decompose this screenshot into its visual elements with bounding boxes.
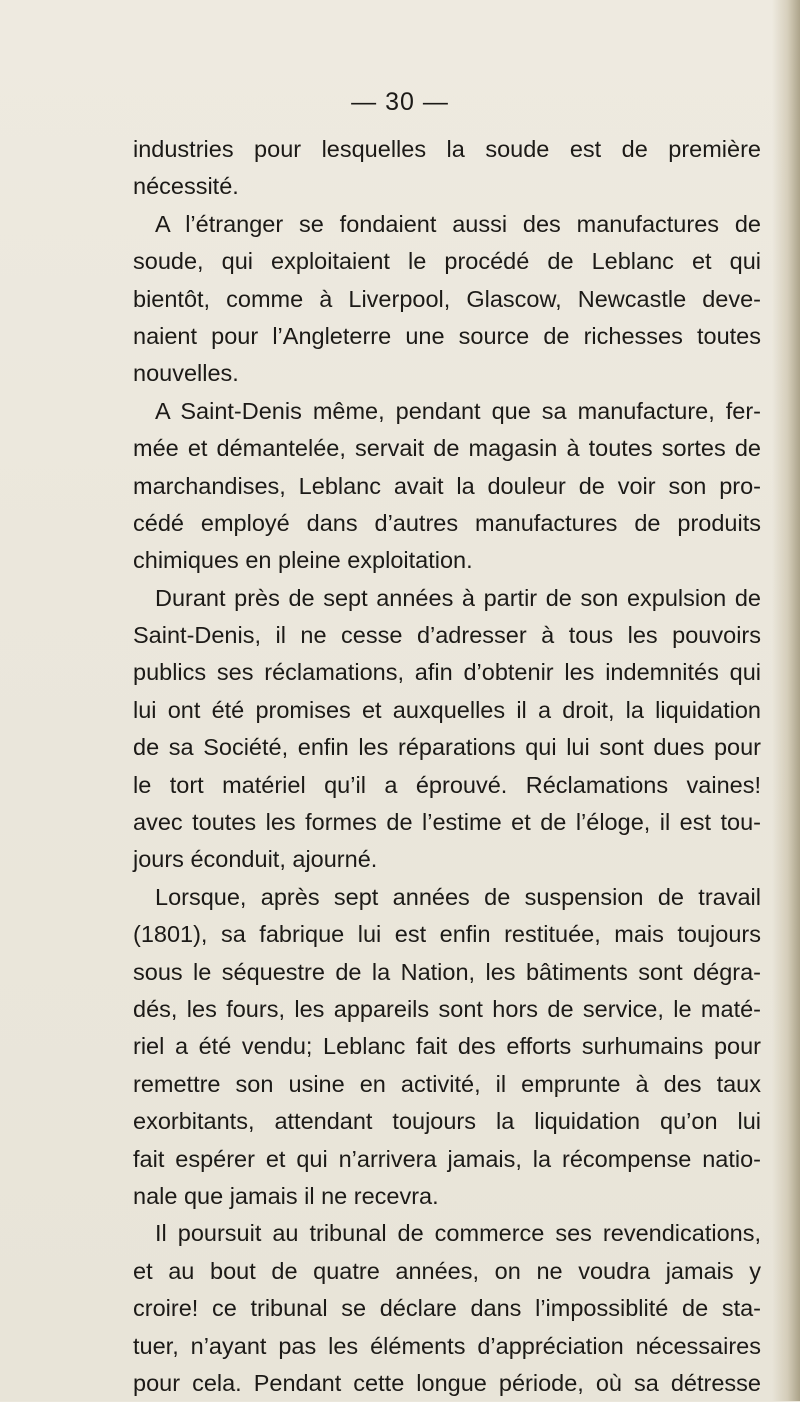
text-line: soude, qui exploitaient le procédé de Leblanc et qui [133,248,761,275]
text-line: sous le séquestre de la Nation, les bâtiments sont dégra- [133,958,761,985]
text-line: A l’étranger se fondaient aussi des manufactures de [155,210,761,237]
text-line: fait espérer et qui n’arrivera jamais, la récompense natio- [133,1145,761,1172]
text-line: Lorsque, après sept années de suspension de travail [155,883,761,910]
text-line: chimiques en pleine exploitation. [133,547,473,574]
paragraph [133,580,761,879]
text-line: jours éconduit, ajourné. [133,846,378,873]
text-line: bientôt, comme à Liverpool, Glascow, Newcastle deve- [133,285,761,312]
text-line: croire! ce tribunal se déclare dans l’impossiblité de sta- [133,1295,761,1322]
paragraph [133,1215,761,1402]
text-line: mée et démantelée, servait de magasin à toutes sortes de [133,435,761,462]
text-line: nécessité. [133,173,239,200]
body-text [133,131,761,1402]
text-line: riel a été vendu; Leblanc fait des efforts surhumains pour [133,1033,761,1060]
page-edge-shadow [772,0,800,1401]
text-line: nouvelles. [133,360,239,387]
text-line: naient pour l’Angleterre une source de richesses toutes [133,322,761,349]
text-line: Durant près de sept années à partir de son expulsion de [155,584,761,611]
text-line: lui ont été promises et auxquelles il a droit, la liquidation [133,696,761,723]
text-line: A Saint-Denis même, pendant que sa manufacture, fer- [155,397,761,424]
text-line: marchandises, Leblanc avait la douleur de voir son pro- [133,472,761,499]
paragraph [133,131,761,206]
text-line: avec toutes les formes de l’estime et de l’éloge, il est tou- [133,809,761,836]
text-line: de sa Société, enfin les réparations qui lui sont dues pour [133,734,761,761]
text-line: exorbitants, attendant toujours la liquidation qu’on lui [133,1108,761,1135]
text-line: publics ses réclamations, afin d’obtenir les indemnités qui [133,659,761,686]
text-line: remettre son usine en activité, il emprunte à des taux [133,1070,761,1097]
text-line: pour cela. Pendant cette longue période, où sa détresse [133,1369,761,1396]
text-line: nale que jamais il ne recevra. [133,1182,439,1209]
text-line: Saint-Denis, il ne cesse d’adresser à tous les pouvoirs [133,622,761,649]
text-line: dés, les fours, les appareils sont hors de service, le maté- [133,995,761,1022]
text-line: et au bout de quatre années, on ne voudra jamais y [133,1257,761,1284]
text-line: tuer, n’ayant pas les éléments d’appréciation nécessaires [133,1332,761,1359]
paragraph [133,206,761,393]
text-line: industries pour lesquelles la soude est de première [133,136,761,162]
paragraph [133,393,761,580]
text-line: (1801), sa fabrique lui est enfin restituée, mais toujours [133,921,761,948]
paragraph [133,879,761,1216]
page-number: — 30 — [351,88,449,116]
text-line: Il poursuit au tribunal de commerce ses revendications, [155,1220,761,1247]
text-line: le tort matériel qu’il a éprouvé. Réclamations vaines! [133,771,761,798]
text-line: cédé employé dans d’autres manufactures de produits [133,509,761,536]
